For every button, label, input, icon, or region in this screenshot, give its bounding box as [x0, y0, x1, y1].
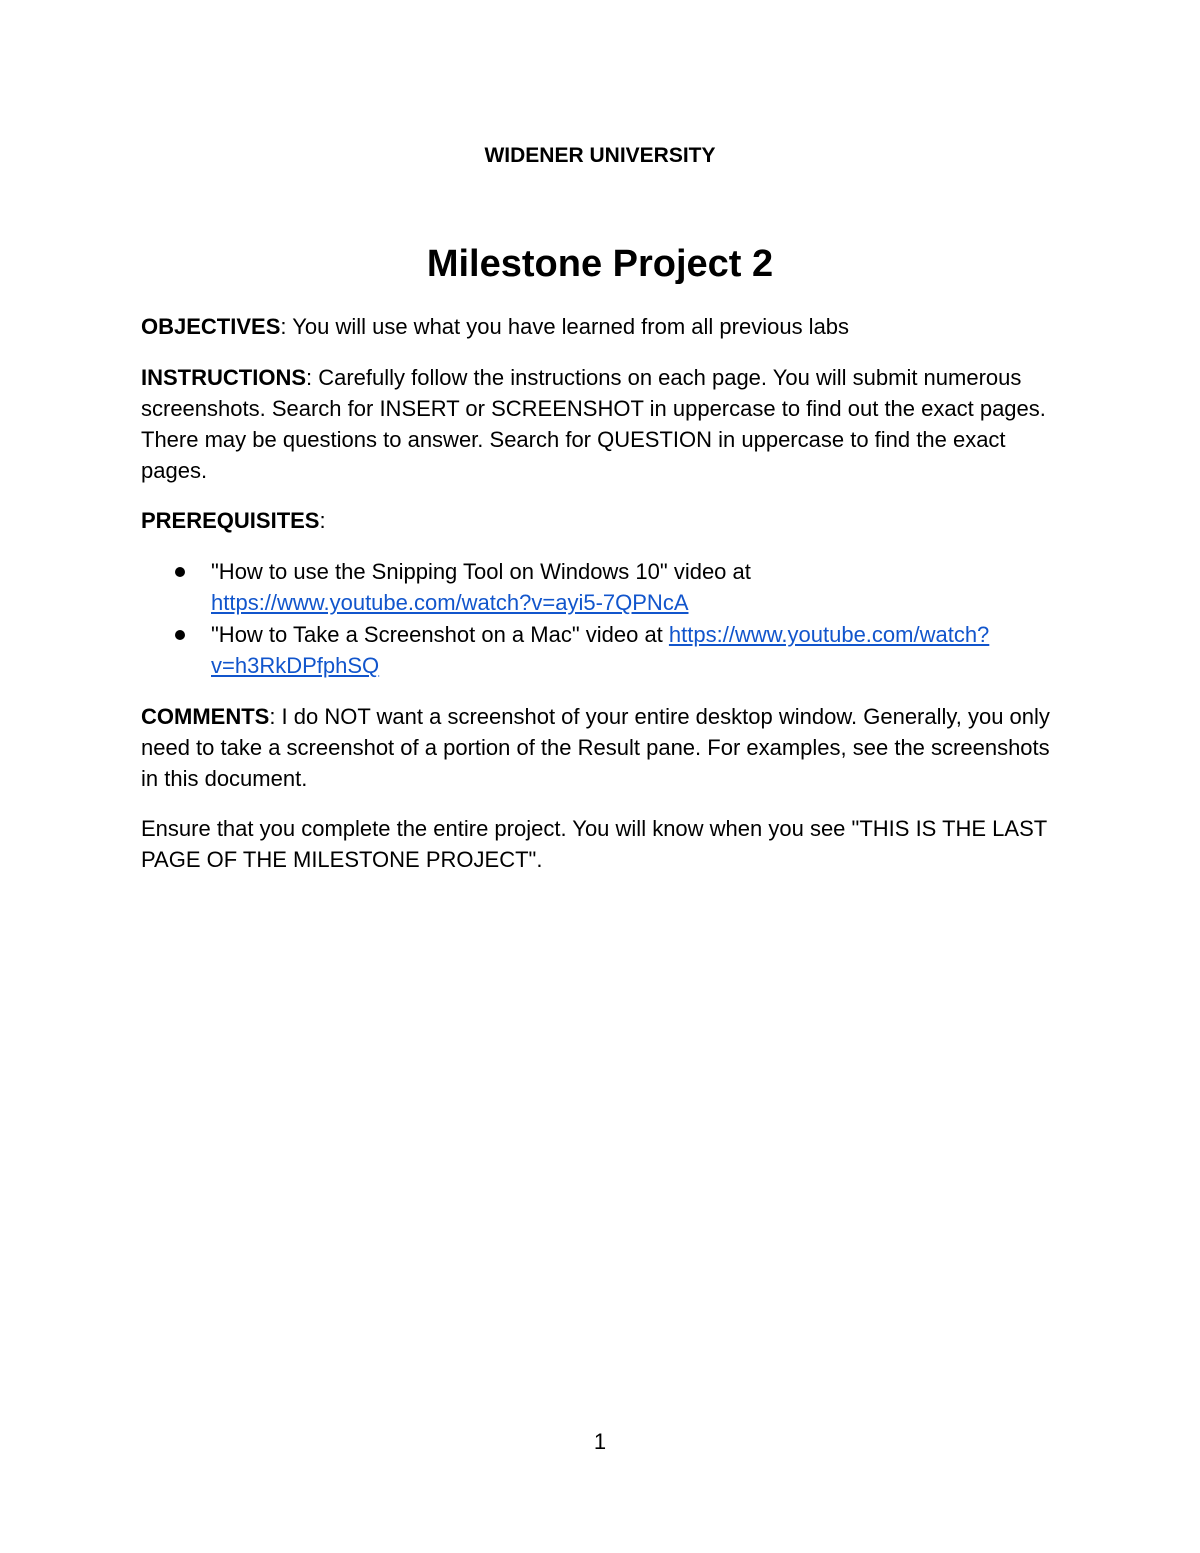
instructions-section — [141, 362, 1051, 486]
list-item — [141, 619, 1051, 681]
prerequisites-suffix: : — [319, 508, 326, 533]
comments-section — [141, 701, 1051, 794]
closing-text: Ensure that you complete the entire project. You will know when you see "THIS IS THE LAST PAGE OF THE MILESTONE PROJECT". — [141, 816, 1047, 872]
closing-section — [141, 813, 1051, 875]
comments-text: : I do NOT want a screenshot of your entire desktop window. Generally, you only need to take a screenshot of a portion of the Result pane. For examples, see the screenshots in this document. — [141, 704, 1050, 791]
page-number: 1 — [593, 1429, 607, 1454]
comments-label: COMMENTS — [141, 704, 270, 729]
prerequisite-text: "How to Take a Screenshot on a Mac" video at — [211, 622, 669, 647]
instructions-label: INSTRUCTIONS — [141, 365, 306, 390]
document-title: Milestone Project 2 — [426, 243, 774, 285]
prerequisites-label: PREREQUISITES — [141, 508, 320, 533]
mac-screenshot-video-link[interactable]: https://www.youtube.com/watch?v=h3RkDPfphSQ — [211, 622, 990, 678]
objectives-section — [141, 311, 1051, 342]
objectives-text: : You will use what you have learned from all previous labs — [280, 314, 850, 339]
bullet-icon — [175, 630, 185, 640]
snipping-tool-video-link[interactable]: https://www.youtube.com/watch?v=ayi5-7QPNcA — [211, 590, 689, 615]
instructions-text: : Carefully follow the instructions on each page. You will submit numerous screenshots. Search for INSERT or SCREENSHOT in uppercase to find out the exact pages. There may be questions to answer. Search for QUESTION in uppercase to find the exact pages. — [141, 365, 1046, 483]
prerequisites-list — [141, 556, 1051, 682]
prerequisites-section — [141, 505, 1051, 536]
prerequisite-text: "How to use the Snipping Tool on Windows 10" video at — [211, 559, 751, 584]
university-name: WIDENER UNIVERSITY — [484, 144, 716, 167]
bullet-icon — [175, 567, 185, 577]
objectives-label: OBJECTIVES — [141, 314, 281, 339]
list-item — [141, 556, 1051, 618]
